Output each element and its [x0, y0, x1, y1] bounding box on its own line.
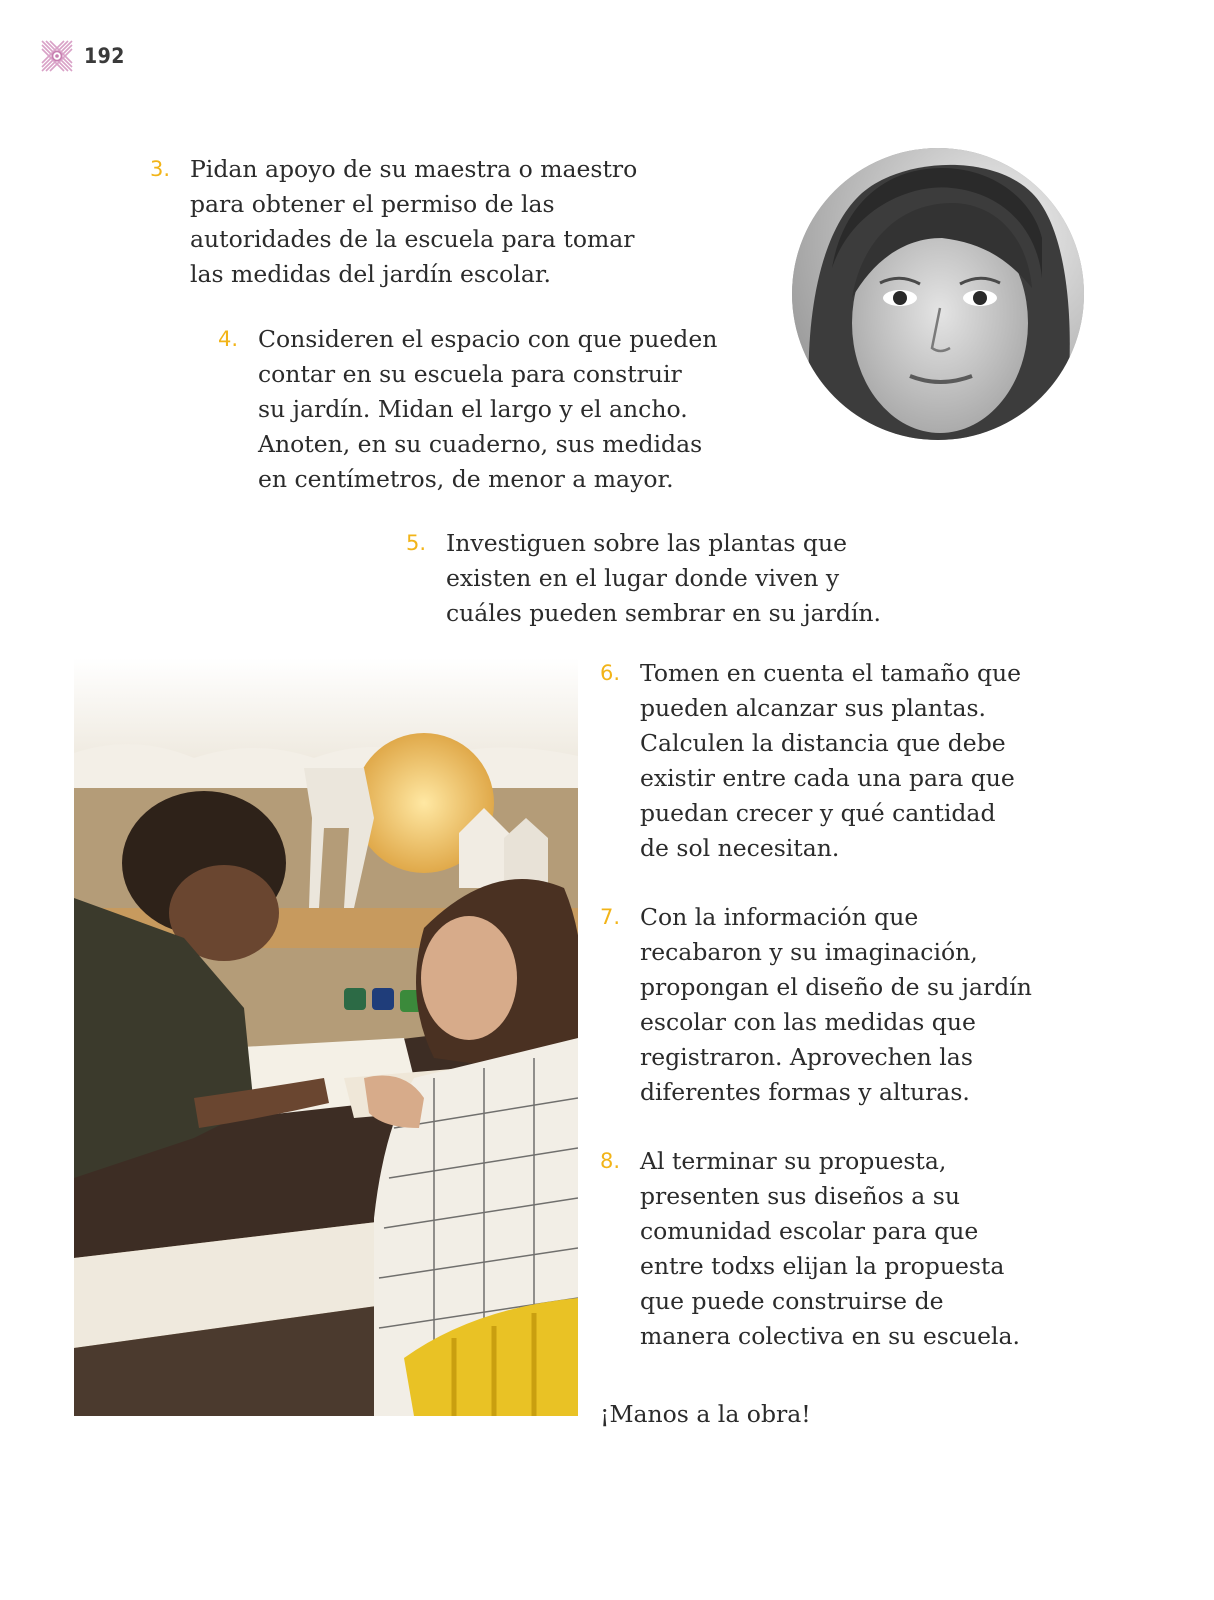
list-item-step-3	[150, 152, 637, 292]
children-drawing-photo	[74, 658, 578, 1416]
list-item-step-7	[600, 900, 1032, 1110]
step-number: 8.	[600, 1149, 621, 1173]
girl-portrait-photo	[792, 148, 1084, 440]
girl-portrait-illustration	[792, 148, 1084, 440]
children-drawing-illustration	[74, 658, 578, 1416]
list-item-step-6	[600, 656, 1021, 866]
woven-x-ornament-icon	[40, 39, 74, 73]
step-text: Con la información que recabaron y su imaginación, propongan el diseño de su jardín escolar con las medidas que registraron. Aprovechen las diferentes formas y alturas.	[640, 903, 1032, 1106]
step-number: 3.	[150, 157, 171, 181]
list-item-step-4	[218, 322, 717, 497]
step-number: 4.	[218, 327, 239, 351]
step-number: 5.	[406, 531, 427, 555]
step-text: Al terminar su propuesta, presenten sus diseños a su comunidad escolar para que entre todxs elijan la propuesta que puede construirse de manera colectiva en su escuela.	[640, 1147, 1021, 1350]
step-text: Investiguen sobre las plantas que existen en el lugar donde viven y cuáles pueden sembrar en su jardín.	[446, 529, 882, 627]
list-item-step-8	[600, 1144, 1020, 1354]
list-item-step-5	[406, 526, 881, 631]
page-number: 192	[84, 44, 125, 68]
page-header	[40, 38, 125, 74]
step-text: Consideren el espacio con que pueden contar en su escuela para construir su jardín. Midan el largo y el ancho. Anoten, en su cuaderno, sus medidas en centímetros, de menor a mayor.	[258, 325, 718, 493]
step-number: 7.	[600, 905, 621, 929]
step-text: Tomen en cuenta el tamaño que pueden alcanzar sus plantas. Calculen la distancia que debe existir entre cada una para que puedan crecer y qué cantidad de sol necesitan.	[640, 659, 1022, 862]
closing-text: ¡Manos a la obra!	[600, 1400, 811, 1428]
step-number: 6.	[600, 661, 621, 685]
step-text: Pidan apoyo de su maestra o maestro para obtener el permiso de las autoridades de la escuela para tomar las medidas del jardín escolar.	[190, 155, 638, 288]
